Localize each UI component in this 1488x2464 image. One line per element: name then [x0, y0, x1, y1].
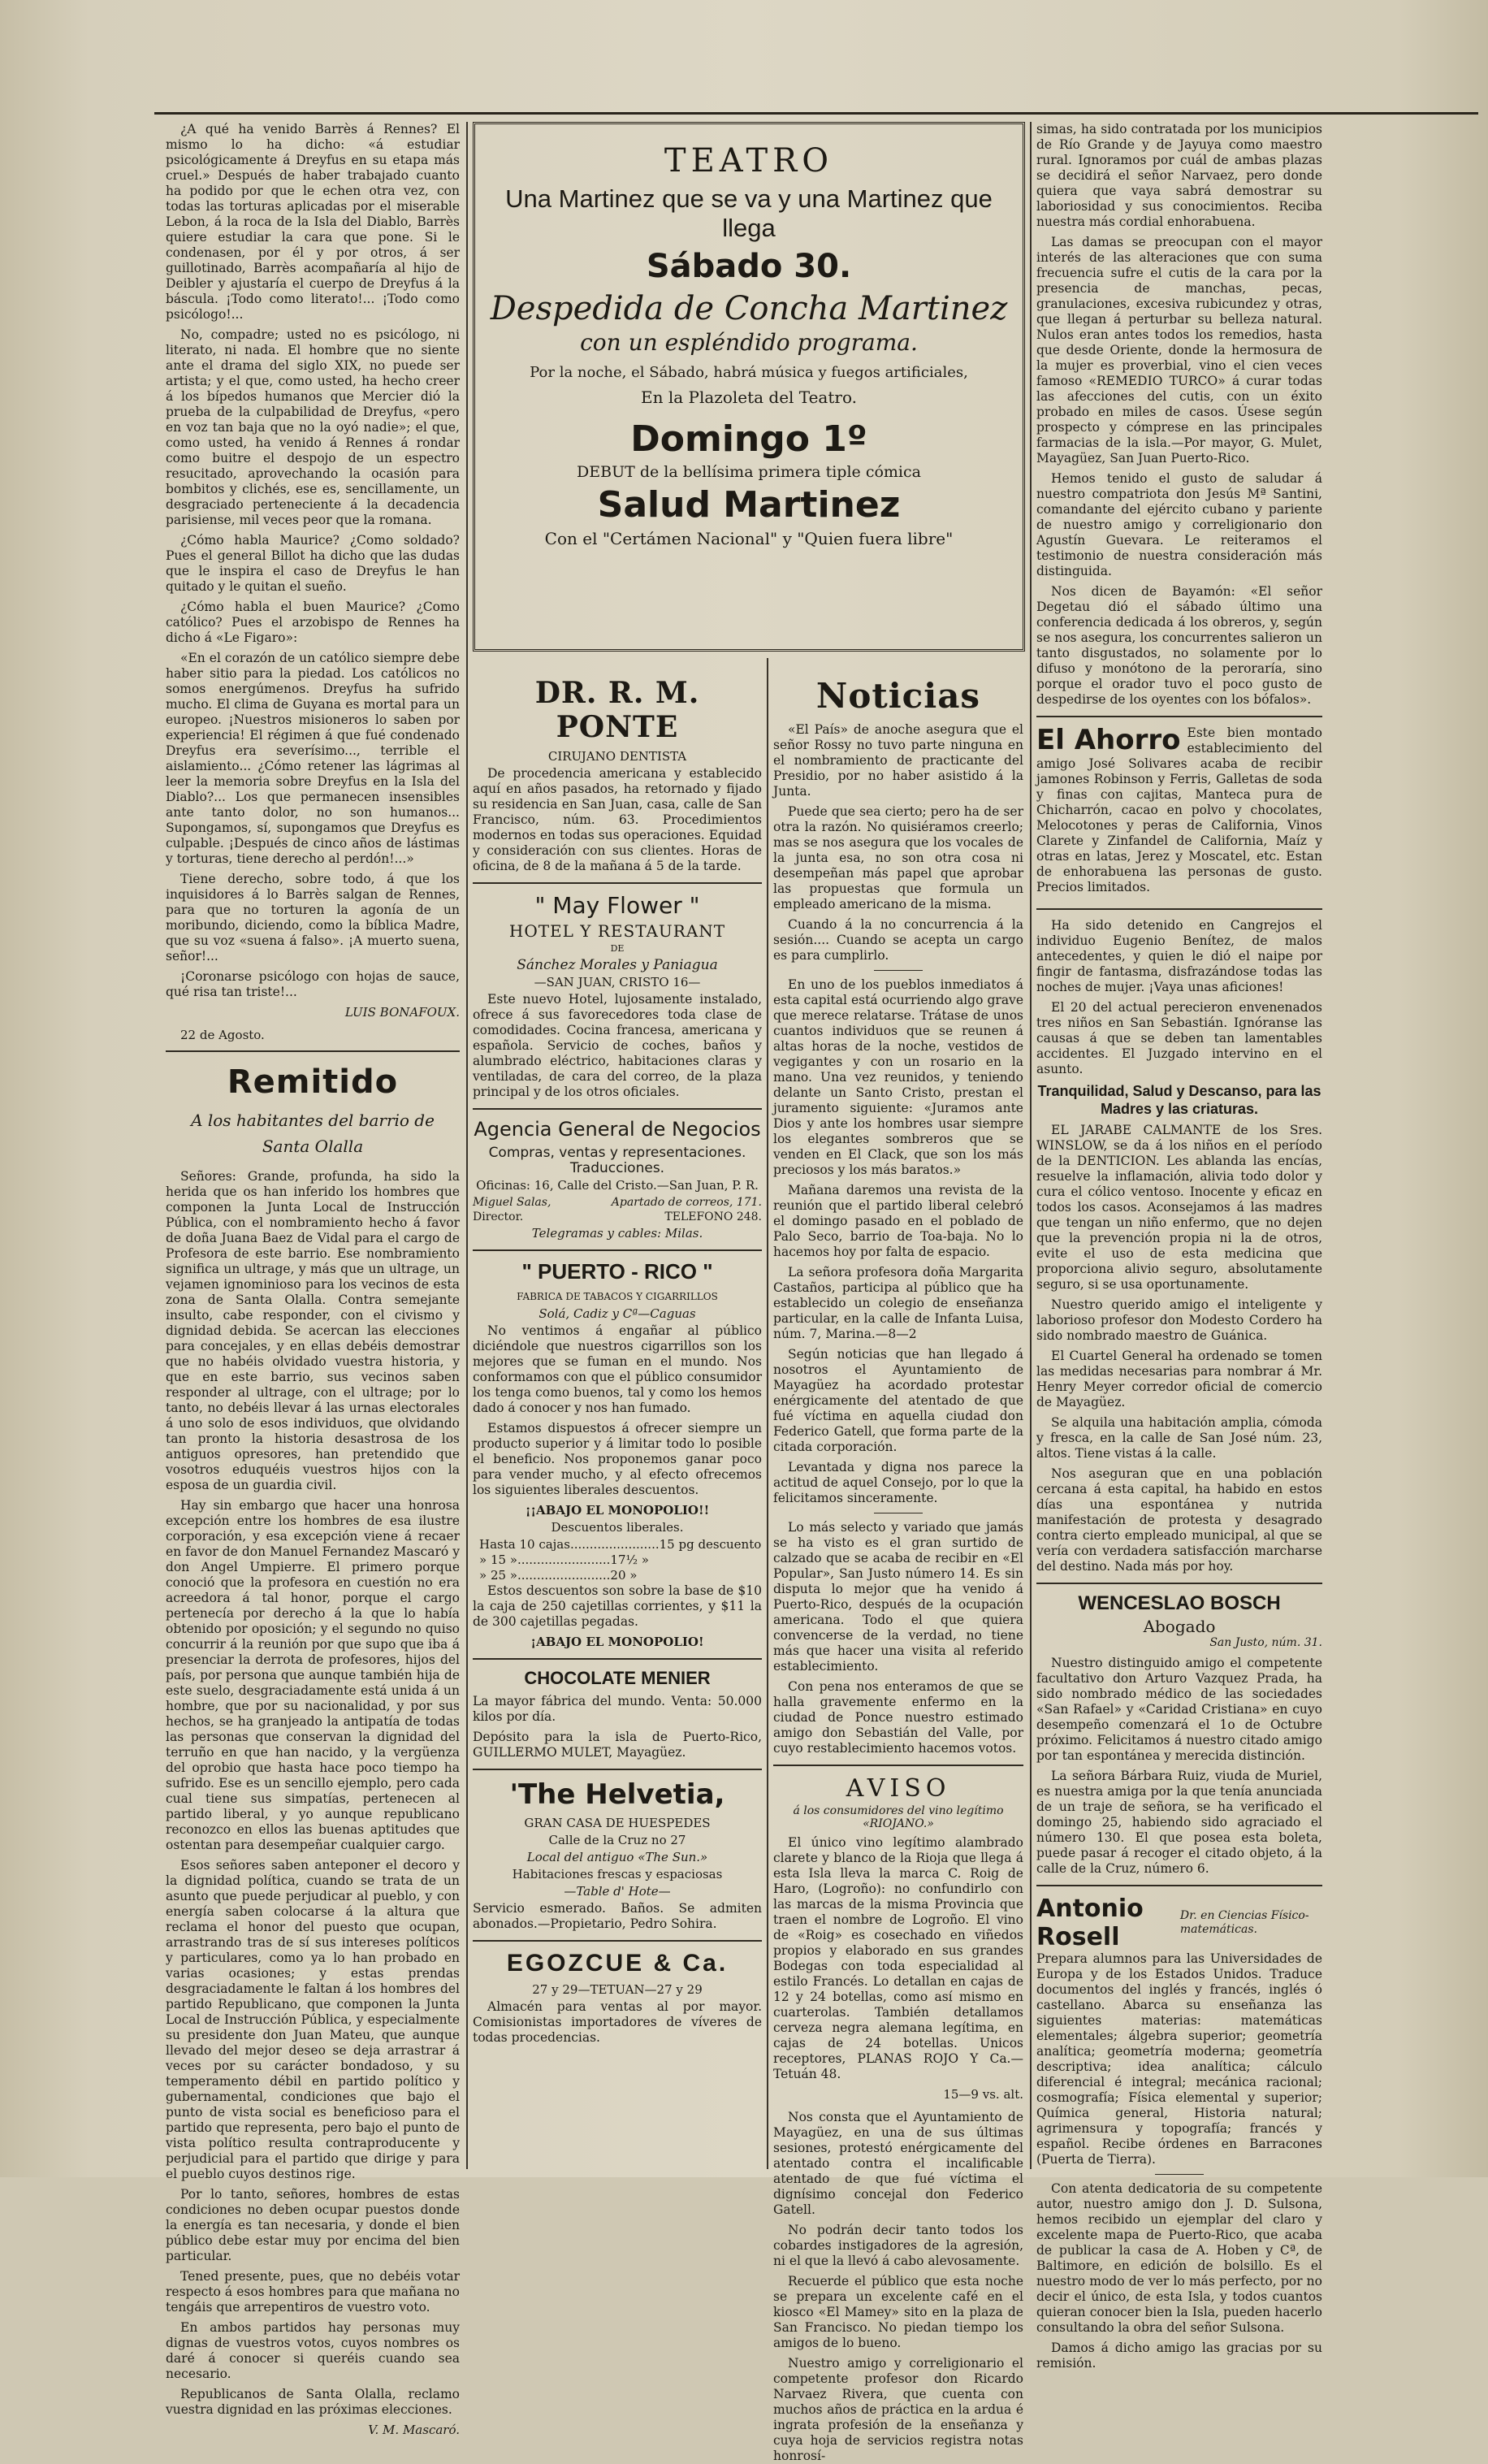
noticias-heading: Noticias	[815, 676, 981, 716]
separator	[166, 1050, 460, 1052]
paragraph: ¿A qué ha venido Barrès á Rennes? El mismo lo ha dicho: «á estudiar psicológicamente á Dreyfus en su etapa más cruel.» Después de haber trabajado cuanto ha podido por que le echen otra vez, con todas las torturas aplicadas por el miserable Lebon, á la roca de la Isla del Diablo, Barrès quiere estudiar la cara que pone. Si le condenasen, por él y por otros, á ser guillotinado, Barrès acompañaría al hijo de Deibler y ajustaría el cuerpo de Dreyfus á la báscula. ¡Todo como literato!... ¡Todo como psicólogo!...	[166, 122, 460, 322]
egozcue-body: Almacén para ventas al por mayor. Comisionistas importadores de víveres de todas procedencias.	[473, 1999, 762, 2045]
egozcue-address: 27 y 29—TETUAN—27 y 29	[532, 1982, 703, 1997]
paragraph: ¿Cómo habla el buen Maurice? ¿Como católico? Pues el arzobispo de Rennes ha dicho á «Le Figaro»:	[166, 600, 460, 645]
helvetia-title: 'The Helvetia,	[509, 1778, 725, 1811]
teatro-title: TEATRO	[664, 142, 834, 180]
agencia-title: Agencia General de Negocios	[474, 1118, 761, 1141]
paragraph: No, compadre; usted no es psicólogo, ni literato, ni nada. El hombre que no siente ante el drama del siglo XIX, no puede ser artista; y el que, como usted, ha hecho creer á los bípedos humanos que Mercier dió la prueba de la culpabilidad de Dreyfus, «pero en voz tan baja que no la oyó nadie»; el que, como usted, ha venido á Rennes á rondar como buitre el despojo de un espectro resucitado, aprovechando la ocasión para bombitos y clichés, ese es, sencillamente, un desgraciado perteneciente á la decadencia parisiense, mil veces peor que la romana.	[166, 327, 460, 527]
news-item: La señora Bárbara Ruiz, viuda de Muriel, es nuestra amiga por la que tenía anunciada de un traje de señora, se ha verificado el domingo 25, habiendo sido agraciado el número 130. El que posea esta boleta, puede pasar á recoger el citado objeto, á la calle de la Cruz, número 6.	[1036, 1769, 1322, 1876]
menier-title: CHOCOLATE MENIER	[524, 1668, 711, 1688]
teatro-despedida: Despedida de Concha Martinez	[490, 290, 1008, 327]
separator	[473, 1769, 762, 1770]
mayflower-body: Este nuevo Hotel, lujosamente instalado, ofrece á sus favorecedores toda clase de comodidades. Cocina francesa, americana y española. Servicio de coches, baños y alumbrado eléctrico, habitaciones claras y ventiladas, de cara del correo, de la plaza principal y de los otros oficiales.	[473, 992, 762, 1099]
teatro-sunday: Domingo 1º	[630, 418, 867, 460]
column-1	[166, 122, 460, 2437]
news-item: Las damas se preocupan con el mayor interés de las alteraciones que con suma frecuencia sufre el cutis de la cara por la presencia de manchas, pecas, granulaciones, excesiva rubicundez y otras, que llegan á perturbar su belleza natural. Nulos eran antes todos los remedios, hasta que desde Oriente, donde la hermosura de la mujer es proverbial, vino el cien veces famoso «REMEDIO TURCO» á curar todas las afecciones del cutis, con un éxito probado en miles de casos. Úsese según prospecto y cómprese en las principales farmacias de la isla.—Por mayor, G. Mulet, Mayagüez, San Juan Puerto-Rico.	[1036, 235, 1322, 466]
rosell-body: Prepara alumnos para las Universidades de Europa y de los Estados Unidos. Traduce documentos del inglés y francés, inglés ó castellano. Abarca su enseñanza las siguientes materias: matemáticas elementales; álgebra superior; geometría analítica; geometría moderna; geometría descriptiva; idea analítica; cálculo diferencial é integral; mecánica racional; cosmografía; Física elemental y superior; Química general, Historia natural; agrimensura y topografía; francés y español. Recibe órdenes en Barracones (Puerta de Tierra).	[1036, 1951, 1322, 2167]
aviso-body: El único vino legítimo alambrado clarete y blanco de la Rioja que llega á esta Isla lleva la marca C. Roig de Haro, (Logroño): no confundirlo con las marcas de la misma Provincia que traen el nombre de Logroño. El vino de «Roig» es cosechado en viñedos propios y elaborado en sus grandes Bodegas con toda especialidad al estilo Francés. Lo detallan en cajas de 12 y 24 botellas, como así mismo en cuarterolas. También detallamos cerveza negra alemana legítima, en cajas de 24 botellas. Unicos receptores, PLANAS ROJO Y Ca.—Tetuán 48.	[773, 1835, 1023, 2081]
teatro-performer: Salud Martinez	[597, 484, 901, 526]
bosch-subtitle: Abogado	[1143, 1617, 1216, 1636]
agencia-telegrams: Telegramas y cables: Milas.	[531, 1226, 703, 1241]
news-item: En uno de los pueblos inmediatos á esta capital está ocurriendo algo grave que merece relatarse. Trátase de unos cuantos individuos que se reunen á altas horas de la noche, vestidos de vegigantes y con un rosario en la mano. Una vez reunidos, y teniendo delante un Santo Cristo, prestan el juramento siguiente: «Juramos ante Dios y ante los hombres usar siempre los elegantes sombreros que se venden en El Clack, que son los más preciosos y los más baratos.»	[773, 977, 1023, 1177]
teatro-works: Con el "Certámen Nacional" y "Quien fuera libre"	[544, 529, 954, 548]
helvetia-table: —Table d' Hote—	[564, 1884, 671, 1899]
news-item: Cuando á la no concurrencia á la sesión.... Cuando se acepta un cargo es para cumplirlo.	[773, 917, 1023, 963]
news-item: Recuerde el público que esta noche se prepara un excelente café en el kiosco «El Mamey» sito en la plaza de San Francisco. No piedan tiempo los amigos de lo bueno.	[773, 2274, 1023, 2350]
letter-date: 22 de Agosto.	[180, 1028, 265, 1042]
paragraph: Señores: Grande, profunda, ha sido la herida que os han inferido los hombres que componen la Junta Local de Instrucción Pública, con el nombramiento hecho á favor de doña Juana Baez de Vidal para el cargo de Profesora de este barrio. Ese nombramiento significa un ultrage, y más que un ultrage, un vejamen ignominioso para los vecinos de esta zona de Santa Olalla. Contra semejante insulto, cabe responder, con el civismo y dignidad debida. Se acercan las elecciones para concejales, y en ellas debéis demostrar que no habéis olvidado vuestra historia, y que en este barrio, sus vecinos saben responder al ultrage, con el ultrage; por lo tanto, no debéis llevar á las urnas electorales á uno solo de esos individuos, que olvidando tan pronto la historia desastrosa de los antiguos opresores, han pretendido que vosotros eduquéis vuestros hijos con la esposa de un guardia civil.	[166, 1169, 460, 1492]
ponte-title: DR. R. M. PONTE	[534, 676, 700, 744]
news-item: La señora profesora doña Margarita Castaños, participa al público que ha establecido un colegio de enseñanza particular, en la calle de Infanta Luisa, núm. 7, Marina.—8—2	[773, 1265, 1023, 1341]
monopolio-line: ¡¡ABAJO EL MONOPOLIO!!	[525, 1503, 710, 1518]
news-item: Hemos tenido el gusto de saludar á nuestro compatriota don Jesús Mª Santini, comandante del ejército cubano y pariente de nuestro amigo y correligionario don Agustín Guevara. Le reiteramos el testimonio de nuestra consideración más distinguida.	[1036, 471, 1322, 578]
news-item: simas, ha sido contratada por los municipios de Río Grande y de Jayuya como maestro rural. Ignoramos por cuál de ambas plazas se decidirá el señor Narvaez, pero donde quiera que vaya sabrá demostrar su laboriosidad y sus conocimientos. Reciba nuestra más cordial enhorabuena.	[1036, 122, 1322, 229]
column-divider	[1030, 122, 1032, 2169]
agencia-offices: Oficinas: 16, Calle del Cristo.—San Juan, P. R.	[476, 1178, 759, 1193]
paragraph: Tened presente, pues, que no debéis votar respecto á esos hombres para que mañana no tengáis que arrepentiros de vuestro voto.	[166, 2269, 460, 2315]
list-item: » 15 »........................17½ »	[479, 1552, 649, 1567]
news-item: Mañana daremos una revista de la reunión que el partido liberal celebró el domingo pasado en el poblado de Palo Seco, barrio de Toa-baja. No lo hacemos hoy por falta de espacio.	[773, 1183, 1023, 1259]
paragraph: ¡Coronarse psicólogo con hojas de sauce, qué risa tan triste!...	[166, 969, 460, 999]
agencia-director: Miguel Salas,	[473, 1196, 552, 1209]
letter-signature: LUIS BONAFOUX.	[344, 1005, 460, 1020]
ahorro-ad	[1036, 725, 1322, 900]
top-rule	[154, 112, 1478, 115]
remitido-signature: V. M. Mascaró.	[368, 2423, 460, 2437]
news-item: Se alquila una habitación amplia, cómoda y fresca, en la calle de San José núm. 23, altos. Tiene vistas á la calle.	[1036, 1415, 1322, 1461]
paragraph: Esos señores saben anteponer el decoro y la dignidad política, cuando se trata de un asunto que puede perjudicar al pueblo, y con energía saben colocarse á la altura que reclama el honor del puesto que ocupan, arrastrando tras de sí sus intereses políticos y particulares, como ya lo han probado en varias ocasiones; y estas prendas desgraciadamente le faltan á los hombres del partido Republicano, que componen la Junta Local de Instrucción Pública, y especialmente su presidente don Juan Mateu, que aunque llevado del mejor deseo se deja arrastrar á veces por su carácter bondadoso, y su temperamento débil en partido político y gubernamental, condiciones que bajo el punto de vista social es beneficioso para el partido que representa, pero bajo el punto de vista político resulta contraproducente y perjudicial para el partido que dirige y para el pueblo cuyos destinos rige.	[166, 1858, 460, 2181]
news-item: Con atenta dedicatoria de su competente autor, nuestro amigo don J. D. Sulsona, hemos recibido un ejemplar del claro y excelente mapa de Puerto-Rico, que acaba de publicar la casa de A. Hoben y Cª, de Baltimore, en edición de bolsillo. Es el nuestro modo de ver lo más perfecto, por no decir el único, de esta Isla, y todos cuantos quieran conocer bien la Isla, pueden hacerlo consultando la obra del señor Sulsona.	[1036, 2181, 1322, 2335]
separator	[1036, 1885, 1322, 1886]
teatro-programa: con un espléndido programa.	[580, 329, 918, 356]
ahorro-lead: El Ahorro	[1036, 724, 1181, 756]
descuentos-list	[473, 1537, 762, 1583]
helvetia-service: Servicio esmerado. Baños. Se admiten abonados.—Propietario, Pedro Sohira.	[473, 1901, 762, 1931]
mayflower-subtitle: HOTEL Y RESTAURANT	[508, 921, 726, 941]
helvetia-local: Local del antiguo «The Sun.»	[526, 1850, 708, 1864]
aviso-subtitle: á los consumidores del vino legítimo «RIOJANO.»	[793, 1804, 1004, 1830]
mayflower-owners: Sánchez Morales y Paniagua	[517, 957, 718, 973]
teatro-noche: Por la noche, el Sábado, habrá música y fuegos artificiales,	[530, 364, 968, 381]
list-item: Hasta 10 cajas.......................15 pg descuento	[479, 1537, 762, 1552]
paragraph: Hay sin embargo que hacer una honrosa excepción entre los hombres de esa ilustre corporación, y esa excepción viene á recaer en favor de don Manuel Fernandez Mascaró y don Angel Umpierre. El primero porque conoció que la profesora en cuestión no era acreedora á tal honor, porque el cargo pertenecía por derecho á la que lo había obtenido por oposición; y el segundo no quiso concurrir á la reunión por que supo que iba á presenciar la derrota de profesores, hijos del país, por persona que aunque también hija de este suelo, desgraciadamente está unida á un hombre, que por su nacionalidad, y por sus hechos, se ha granjeado la antipatía de todas las personas que conservan la dignidad del terruño en que han nacido, y la vergüenza del oprobio que hasta hace poco tiempo ha sufrido. Ese es un sencillo ejemplo, pero cada cual tiene sus simpatías, pertenecen al partido liberal, y yo aunque republicano reconozco en ellos las buenas aptitudes que ostentan para desempeñar cualquier cargo.	[166, 1498, 460, 1852]
agencia-row	[473, 1210, 762, 1224]
bosch-address: San Justo, núm. 31.	[1209, 1636, 1322, 1649]
ads-column	[473, 674, 762, 2169]
rosell-ad	[1036, 1895, 1322, 2167]
noticias-column	[773, 674, 1023, 2463]
puerto-rico-subtitle: FABRICA DE TABACOS Y CIGARRILLOS	[517, 1291, 718, 1302]
agencia-row	[473, 1195, 762, 1210]
paragraph: Tiene derecho, sobre todo, á que los inquisidores á lo Barrès salgan de Rennes, para que no torturen la agonía de un moribundo, diciendo, como la bíblica Madre, que su voz «suena á falso». ¡A muerto suena, señor!...	[166, 872, 460, 964]
paragraph: ¿Cómo habla Maurice? ¿Como soldado? Pues el general Billot ha dicho que las dudas que le inspira el caso de Dreyfus le han quitado y le quitan el sueño.	[166, 533, 460, 594]
teatro-plazoleta: En la Plazoleta del Teatro.	[640, 388, 857, 407]
helvetia-address: Calle de la Cruz no 27	[548, 1833, 686, 1847]
puerto-rico-body: Estos descuentos son sobre la base de $10 la caja de 250 cajetillas corrientes, y $11 la de 300 cajetillas pegadas.	[473, 1583, 762, 1629]
separator	[473, 882, 762, 884]
winslow-body: EL JARABE CALMANTE de los Sres. WINSLOW, se da á los niños en el período de la DENTICION. Les ablanda las encías, resuelve la inflamación, alivia todo dolor y cura el cólico ventoso. Inocente y eficaz en todos los casos. Aconsejamos á las madres que tengan un niño enfermo, que no dejen que la prevención propia ni la de otros, evite el uso de esta medicina que proporciona alivio seguro, absolutamente seguro, si se usa oportunamente.	[1036, 1123, 1322, 1292]
separator	[473, 1108, 762, 1110]
news-item: Lo más selecto y variado que jamás se ha visto es el gran surtido de calzado que se acaba de recibir en «El Popular», San Justo número 14. Es sin disputa lo mejor que ha venido á Puerto-Rico, después de la ocupación americana. Todo el que quiera convencerse de la verdad, no tiene más que hacer una visita al referido establecimiento.	[773, 1520, 1023, 1674]
news-item: Nos aseguran que en una población cercana á esta capital, ha habido en estos días una espontánea y nutrida manifestación de protesta y desagrado contra cierto empleado municipal, al que se vería con verdadera satisfacción marcharse del destino. Nada más por hoy.	[1036, 1466, 1322, 1574]
monopolio-line: ¡ABAJO EL MONOPOLIO!	[530, 1635, 704, 1649]
separator	[874, 970, 923, 971]
teatro-announcement	[473, 122, 1025, 652]
news-item: Nos consta que el Ayuntamiento de Mayagüez, en una de sus últimas sesiones, protestó enérgicamente del atentado contra el incalificable atentado de que fué víctima el dignísimo concejal don Federico Gatell.	[773, 2110, 1023, 2217]
news-item: El 20 del actual perecieron envenenados tres niños en San Sebastián. Ignóranse las causas á que se deben tan lamentables accidentes. El Juzgado intervino en el asunto.	[1036, 1000, 1322, 1076]
bosch-title: WENCESLAO BOSCH	[1078, 1592, 1281, 1614]
agencia-director-label: Director.	[473, 1210, 524, 1223]
paragraph: En ambos partidos hay personas muy dignas de vuestros votos, cuyos nombres os daré á conocer si queréis cuando sea necesario.	[166, 2320, 460, 2381]
news-item: Con pena nos enteramos de que se halla gravemente enfermo en la ciudad de Ponce nuestro estimado amigo don Sebastián del Valle, por cuyo restablecimiento hacemos votos.	[773, 1679, 1023, 1756]
news-item: Según noticias que han llegado á nosotros el Ayuntamiento de Mayagüez ha acordado protestar enérgicamente del atentado de que fué víctima en aquella ciudad don Federico Gatell, que forma parte de la citada corporación.	[773, 1347, 1023, 1454]
teatro-debut: DEBUT de la bellísima primera tiple cómica	[577, 463, 921, 481]
rosell-degree: Dr. en Ciencias Físico-matemáticas.	[1179, 1909, 1309, 1936]
mayflower-address: —SAN JUAN, CRISTO 16—	[534, 975, 701, 989]
news-item: Nuestro querido amigo el inteligente y laborioso profesor don Modesto Cordero ha sido nombrado maestro de Guánica.	[1036, 1297, 1322, 1343]
separator	[773, 1765, 1023, 1766]
ponte-subtitle: CIRUJANO DENTISTA	[547, 749, 687, 764]
puerto-rico-title: " PUERTO - RICO "	[521, 1259, 713, 1284]
tranquilidad-heading: Tranquilidad, Salud y Descanso, para las Madres y las criaturas.	[1037, 1083, 1321, 1117]
separator	[1036, 716, 1322, 717]
descuentos-line: Descuentos liberales.	[551, 1520, 684, 1535]
puerto-rico-address: Solá, Cadiz y Cª—Caguas	[539, 1306, 696, 1321]
ahorro-body: Este bien montado establecimiento del amigo José Solivares acaba de recibir jamones Robinson y Ferris, Galletas de soda y finas con cajitas, Manteca pura de Chicharrón, cacao en polvo y chocolates, Melocotones y peras de California, Vinos Clarete y Zinfandel de California, Maíz y otras en latas, Jerez y Moscatel, etc. Estan de enhorabuena las personas de gusto. Precios limitados.	[1036, 725, 1322, 894]
helvetia-subtitle: GRAN CASA DE HUESPEDES	[524, 1816, 711, 1830]
agencia-apartado: Apartado de correos, 171.	[611, 1196, 762, 1209]
separator	[473, 1940, 762, 1942]
news-item: «El País» de anoche asegura que el señor Rossy no tuvo parte ninguna en el nombramiento de practicante del Presidio, por no haber asistido á la Junta.	[773, 722, 1023, 799]
news-item: Nuestro distinguido amigo el competente facultativo don Arturo Vazquez Prada, ha sido nombrado médico de las sociedades «San Rafael» y «Caridad Cristiana» en cuyo desempeño comenzará el 1o de Octubre próximo. Felicitamos á nuestro citado amigo por tan espontánea y merecida distinción.	[1036, 1656, 1322, 1763]
teatro-saturday: Sábado 30.	[646, 248, 852, 285]
column-divider	[767, 658, 768, 2169]
menier-body: Depósito para la isla de Puerto-Rico, GUILLERMO MULET, Mayagüez.	[473, 1730, 762, 1760]
list-item: » 25 »........................20 »	[479, 1568, 638, 1583]
news-item: El Cuartel General ha ordenado se tomen las medidas necesarias para nombrar á Mr. Henry Meyer corredor oficial de comercio de Mayagüez.	[1036, 1349, 1322, 1410]
aviso-tail: 15—9 vs. alt.	[943, 2087, 1023, 2102]
ponte-body: De procedencia americana y establecido aquí en años pasados, ha retornado y fijado su residencia en San Juan, casa, calle de San Francisco, núm. 63. Procedimientos modernos en todas sus operaciones. Equidad y consideración con sus clientes. Horas de oficina, de 8 de la mañana á 5 de la tarde.	[473, 766, 762, 873]
paragraph: Por lo tanto, señores, hombres de estas condiciones no deben ocupar puestos donde la energía es tan necesaria, y donde el bien público debe estar muy por encima del bien particular.	[166, 2187, 460, 2263]
mayflower-title: " May Flower "	[534, 892, 700, 919]
news-item: Levantada y digna nos parece la actitud de aquel Consejo, por lo que la felicitamos sinceramente.	[773, 1460, 1023, 1505]
news-item: Ha sido detenido en Cangrejos el individuo Eugenio Benítez, de malos antecedentes, y quien le dió el naipe por fingir de fantasma, disfrazándose todas las noches de mujer. ¡Vaya unas aficiones!	[1036, 918, 1322, 994]
agencia-telefono: TELEFONO 248.	[664, 1210, 762, 1223]
rosell-header	[1036, 1895, 1322, 1951]
separator	[1155, 2174, 1204, 2175]
column-divider	[466, 122, 468, 2169]
news-item: Nos dicen de Bayamón: «El señor Degetau dió el sábado último una conferencia dedicada á los obreros, y, según se nos asegura, los concurrentes salieron un tanto disgustados, no solamente por lo difuso y monótono de la peroraría, sino porque el orador tuvo el poco gusto de despedirse de los oyentes con los bófalos».	[1036, 584, 1322, 707]
paragraph: Republicanos de Santa Olalla, reclamo vuestra dignidad en las próximas elecciones.	[166, 2387, 460, 2417]
teatro-headline: Una Martinez que se va y una Martinez que llega	[505, 184, 993, 242]
news-item: No podrán decir tanto todos los cobardes instigadores de la agresión, ni el que la llevó á cabo alevosamente.	[773, 2223, 1023, 2268]
column-4	[1036, 122, 1322, 2371]
puerto-rico-body: No ventimos á engañar al público diciéndole que nuestros cigarrillos son los mejores que se fuman en el mundo. Nos conformamos con que el público consumidor los tenga como buenos, tal y como los hemos dado á conocer y nos han fumado.	[473, 1323, 762, 1415]
separator	[473, 1658, 762, 1660]
separator	[1036, 908, 1322, 910]
egozcue-title: EGOZCUE & Ca.	[506, 1950, 729, 1977]
agencia-subtitle: Compras, ventas y representaciones. Traducciones.	[488, 1145, 746, 1176]
separator	[473, 1249, 762, 1251]
remitido-heading: Remitido	[227, 1063, 399, 1101]
news-item: Nuestro amigo y correligionario el competente profesor don Ricardo Narvaez Rivera, que cuenta con muchos años de práctica en la ardua é ingrata profesión de la enseñanza y cuya hoja de servicios registra notas honrosí-	[773, 2356, 1023, 2463]
helvetia-rooms: Habitaciones frescas y espaciosas	[512, 1867, 723, 1882]
bonafoux-letter	[166, 122, 460, 1042]
news-item: Damos á dicho amigo las gracias por su remisión.	[1036, 2341, 1322, 2371]
aviso-heading: AVISO	[846, 1774, 951, 1803]
news-item: Puede que sea cierto; pero ha de ser otra la razón. No quisiéramos creerlo; mas se nos asegura que los vocales de la junta esa, no son otra cosa ni desempeñan más papel que aprobar las propuestas que formula un empleado americano de la misma.	[773, 804, 1023, 912]
remitido-subtitle: A los habitantes del barrio de Santa Olalla	[191, 1111, 435, 1156]
mayflower-de: DE	[610, 943, 625, 954]
menier-body: La mayor fábrica del mundo. Venta: 50.000 kilos por día.	[473, 1694, 762, 1724]
puerto-rico-body: Estamos dispuestos á ofrecer siempre un producto superior y á limitar todo lo posible el beneficio. Nos proponemos ganar poco para vender mucho, y al efecto ofrecemos los siguientes liberales descuentos.	[473, 1421, 762, 1497]
paragraph: «En el corazón de un católico siempre debe haber sitio para la piedad. Los católicos no somos energúmenos. Dreyfus ha sufrido mucho. El clima de Guyana es mortal para un europeo. ¡Nuestros misioneros lo saben por experiencia! El régimen á que fué condenado Dreyfus era severísimo..., terrible el aislamiento... ¿Cómo retener las lágrimas al leer la memoria sobre Dreyfus en la Isla del Diablo?... Los que permanecen insensibles ante tanto dolor, no son humanos... Supongamos, sí, supongamos que Dreyfus es culpable. ¡Después de cinco años de lástimas y torturas, tiene derecho al perdón!...»	[166, 651, 460, 866]
separator	[1036, 1583, 1322, 1584]
rosell-name: Antonio Rosell	[1036, 1895, 1144, 1951]
